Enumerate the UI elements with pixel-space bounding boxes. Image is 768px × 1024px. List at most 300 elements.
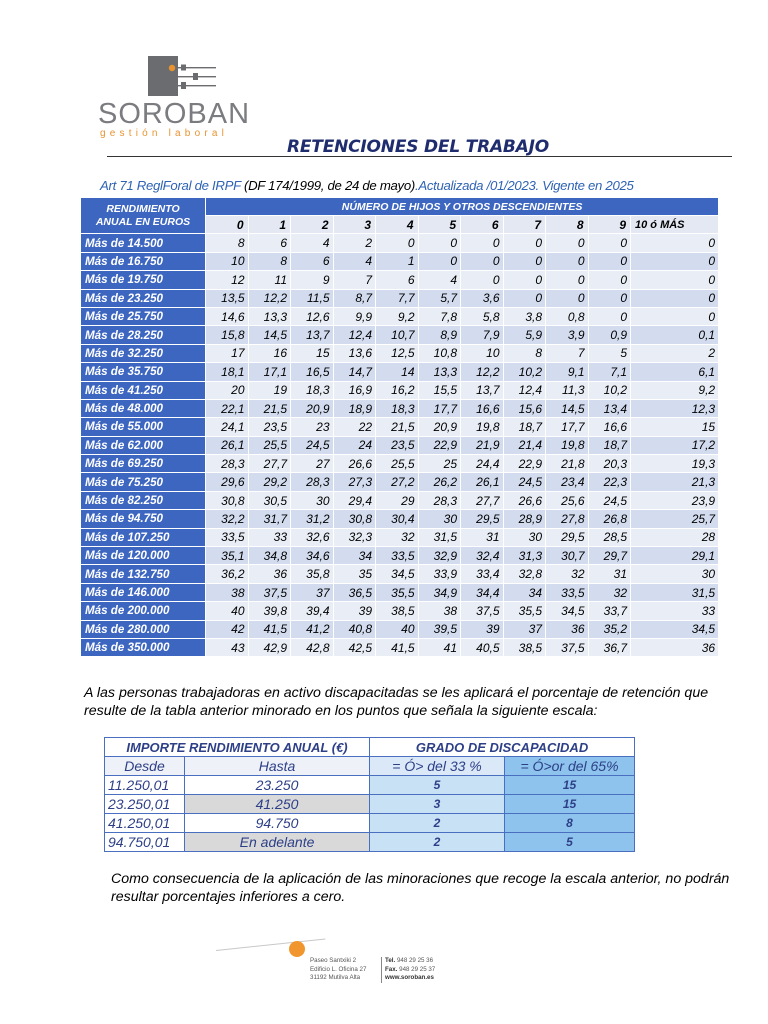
table-cell: 0 — [376, 234, 419, 252]
row-label: Más de 55.000 — [81, 418, 206, 436]
degree-33-header: = Ó> del 33 % — [370, 757, 505, 776]
note-paragraph: Como consecuencia de la aplicación de las minoraciones que recoge la escala anterior, no podrán resultar porcentajes inferiores a cero. — [111, 871, 730, 905]
table-cell: 22 — [333, 418, 376, 436]
corner-header: RENDIMIENTO ANUAL EN EUROS — [81, 198, 206, 234]
table-cell: 1 — [376, 252, 419, 270]
table-cell: 26,2 — [418, 473, 461, 491]
table-cell: 23,5 — [248, 418, 291, 436]
row-label: Más de 280.000 — [81, 620, 206, 638]
table-cell: 34,8 — [248, 547, 291, 565]
withholding-table — [80, 197, 719, 657]
row-label: Más de 200.000 — [81, 602, 206, 620]
table-cell: 13,5 — [206, 289, 249, 307]
table-cell: 11,3 — [546, 381, 589, 399]
table-cell: 28 — [631, 528, 719, 546]
table-cell: 43 — [206, 638, 249, 656]
table-cell: 41 — [418, 638, 461, 656]
table-cell: 31,3 — [503, 547, 546, 565]
table-cell: 8 — [248, 252, 291, 270]
income-header: IMPORTE RENDIMIENTO ANUAL (€) — [105, 738, 370, 757]
row-label: Más de 35.750 — [81, 363, 206, 381]
table-cell: 37,5 — [248, 583, 291, 601]
table-cell: 29,5 — [546, 528, 589, 546]
table-cell: 19,3 — [631, 455, 719, 473]
table-row — [81, 307, 719, 325]
table-cell: 21,8 — [546, 455, 589, 473]
from-cell: 23.250,01 — [105, 795, 185, 814]
table-row — [81, 399, 719, 417]
degree-65-cell: 8 — [505, 814, 635, 833]
table-cell: 14,7 — [333, 363, 376, 381]
table-cell: 33,5 — [376, 547, 419, 565]
table-cell: 25 — [418, 455, 461, 473]
disability-row — [105, 795, 635, 814]
table-cell: 21,3 — [631, 473, 719, 491]
table-cell: 41,2 — [291, 620, 334, 638]
table-cell: 26,1 — [206, 436, 249, 454]
table-cell: 0 — [418, 252, 461, 270]
table-cell: 0 — [631, 307, 719, 325]
row-label: Más de 350.000 — [81, 638, 206, 656]
table-cell: 29,7 — [588, 547, 631, 565]
table-cell: 4 — [418, 271, 461, 289]
table-cell: 12,3 — [631, 399, 719, 417]
table-cell: 35,8 — [291, 565, 334, 583]
disability-row — [105, 776, 635, 795]
table-cell: 13,3 — [418, 363, 461, 381]
row-label: Más de 41.250 — [81, 381, 206, 399]
table-cell: 9,2 — [376, 307, 419, 325]
table-cell: 6,1 — [631, 363, 719, 381]
table-cell: 28,9 — [503, 510, 546, 528]
table-cell: 4 — [291, 234, 334, 252]
table-cell: 35,1 — [206, 547, 249, 565]
table-cell: 0 — [503, 271, 546, 289]
table-cell: 33,7 — [588, 602, 631, 620]
table-cell: 36,5 — [333, 583, 376, 601]
table-cell: 20 — [206, 381, 249, 399]
table-cell: 24 — [333, 436, 376, 454]
table-cell: 18,7 — [588, 436, 631, 454]
table-cell: 10 — [206, 252, 249, 270]
table-cell: 37,5 — [461, 602, 504, 620]
disability-table — [104, 737, 635, 852]
row-label: Más de 28.250 — [81, 326, 206, 344]
column-header: 9 — [588, 216, 631, 234]
table-cell: 0 — [546, 234, 589, 252]
column-header: 10 ó MÁS — [631, 216, 719, 234]
table-cell: 10 — [461, 344, 504, 362]
address-line: Paseo Santxiki 2 — [310, 957, 357, 964]
row-label: Más de 82.250 — [81, 491, 206, 509]
table-row — [81, 455, 719, 473]
table-cell: 26,6 — [503, 491, 546, 509]
table-cell: 17,1 — [248, 363, 291, 381]
table-cell: 9,1 — [546, 363, 589, 381]
table-cell: 7 — [333, 271, 376, 289]
degree-33-cell: 3 — [370, 795, 505, 814]
table-cell: 0 — [588, 252, 631, 270]
table-cell: 19,8 — [461, 418, 504, 436]
address-line: 31192 Mutilva Alta — [310, 974, 361, 981]
table-cell: 34 — [333, 547, 376, 565]
footer-address — [310, 957, 366, 983]
table-cell: 7,8 — [418, 307, 461, 325]
column-header: 0 — [206, 216, 249, 234]
table-cell: 22,3 — [588, 473, 631, 491]
table-cell: 21,4 — [503, 436, 546, 454]
table-cell: 14,5 — [248, 326, 291, 344]
degree-33-cell: 2 — [370, 814, 505, 833]
table-cell: 15,6 — [503, 399, 546, 417]
to-cell: En adelante — [185, 833, 370, 852]
disability-row — [105, 833, 635, 852]
column-header: 2 — [291, 216, 334, 234]
table-cell: 32,8 — [503, 565, 546, 583]
table-cell: 31 — [461, 528, 504, 546]
table-cell: 0 — [631, 271, 719, 289]
table-cell: 36 — [248, 565, 291, 583]
table-cell: 32,3 — [333, 528, 376, 546]
table-cell: 14 — [376, 363, 419, 381]
table-cell: 13,4 — [588, 399, 631, 417]
table-cell: 8,9 — [418, 326, 461, 344]
table-cell: 30,7 — [546, 547, 589, 565]
table-cell: 22,9 — [503, 455, 546, 473]
table-cell: 19 — [248, 381, 291, 399]
column-header: 6 — [461, 216, 504, 234]
table-cell: 12,5 — [376, 344, 419, 362]
table-cell: 34,5 — [376, 565, 419, 583]
table-cell: 0 — [588, 271, 631, 289]
table-cell: 38 — [206, 583, 249, 601]
table-cell: 36,7 — [588, 638, 631, 656]
table-cell: 14,6 — [206, 307, 249, 325]
table-cell: 22,9 — [418, 436, 461, 454]
table-cell: 0 — [546, 289, 589, 307]
table-cell: 0,8 — [546, 307, 589, 325]
table-cell: 25,7 — [631, 510, 719, 528]
table-cell: 0 — [631, 252, 719, 270]
table-cell: 0 — [461, 234, 504, 252]
table-cell: 16,6 — [461, 399, 504, 417]
table-cell: 15,8 — [206, 326, 249, 344]
table-cell: 33 — [631, 602, 719, 620]
table-cell: 3,6 — [461, 289, 504, 307]
table-cell: 13,6 — [333, 344, 376, 362]
table-cell: 39 — [461, 620, 504, 638]
table-cell: 27,3 — [333, 473, 376, 491]
row-label: Más de 19.750 — [81, 271, 206, 289]
table-cell: 29 — [376, 491, 419, 509]
table-cell: 29,5 — [461, 510, 504, 528]
footer-fax — [385, 966, 435, 975]
row-label: Más de 25.750 — [81, 307, 206, 325]
fax-label: Fax. — [385, 965, 398, 973]
table-row — [81, 491, 719, 509]
table-cell: 34,5 — [631, 620, 719, 638]
table-cell: 14,5 — [546, 399, 589, 417]
table-cell: 34,5 — [546, 602, 589, 620]
table-row — [81, 381, 719, 399]
degree-33-cell: 5 — [370, 776, 505, 795]
table-cell: 23 — [291, 418, 334, 436]
table-cell: 7,7 — [376, 289, 419, 307]
table-cell: 15 — [631, 418, 719, 436]
table-cell: 8 — [206, 234, 249, 252]
to-cell: 23.250 — [185, 776, 370, 795]
table-cell: 34 — [503, 583, 546, 601]
table-cell: 29,6 — [206, 473, 249, 491]
table-row — [81, 528, 719, 546]
table-cell: 42,9 — [248, 638, 291, 656]
table-cell: 33,5 — [546, 583, 589, 601]
table-cell: 11,5 — [291, 289, 334, 307]
row-label: Más de 107.250 — [81, 528, 206, 546]
table-cell: 26,1 — [461, 473, 504, 491]
table-cell: 28,5 — [588, 528, 631, 546]
subtitle-law-reference: Art 71 ReglForal de IRPF — [100, 178, 241, 193]
table-cell: 6 — [291, 252, 334, 270]
table-cell: 24,1 — [206, 418, 249, 436]
table-cell: 24,5 — [291, 436, 334, 454]
table-cell: 42 — [206, 620, 249, 638]
table-body — [81, 234, 719, 657]
table-cell: 34,4 — [461, 583, 504, 601]
table-cell: 3,9 — [546, 326, 589, 344]
table-cell: 33 — [248, 528, 291, 546]
table-cell: 29,1 — [631, 547, 719, 565]
table-cell: 10,2 — [588, 381, 631, 399]
table-cell: 36,2 — [206, 565, 249, 583]
title-divider — [107, 156, 732, 157]
table-cell: 15 — [291, 344, 334, 362]
table-cell: 38,5 — [503, 638, 546, 656]
table-cell: 39,4 — [291, 602, 334, 620]
row-label: Más de 62.000 — [81, 436, 206, 454]
table-row — [81, 271, 719, 289]
table-cell: 12,2 — [461, 363, 504, 381]
table-cell: 4 — [333, 252, 376, 270]
row-label: Más de 69.250 — [81, 455, 206, 473]
group-header: NÚMERO DE HIJOS Y OTROS DESCENDIENTES — [206, 198, 719, 216]
table-cell: 28,3 — [291, 473, 334, 491]
table-row — [81, 510, 719, 528]
table-cell: 18,3 — [291, 381, 334, 399]
row-label: Más de 48.000 — [81, 399, 206, 417]
table-cell: 24,5 — [503, 473, 546, 491]
table-cell: 16,2 — [376, 381, 419, 399]
degree-65-cell: 15 — [505, 776, 635, 795]
table-cell: 36 — [631, 638, 719, 656]
footer-line — [216, 939, 326, 951]
table-cell: 30 — [291, 491, 334, 509]
table-cell: 0 — [631, 234, 719, 252]
column-header: 8 — [546, 216, 589, 234]
table-cell: 7,9 — [461, 326, 504, 344]
table-cell: 35,2 — [588, 620, 631, 638]
table-cell: 33,9 — [418, 565, 461, 583]
table-cell: 0 — [546, 271, 589, 289]
table-cell: 32 — [546, 565, 589, 583]
to-header: Hasta — [185, 757, 370, 776]
column-header: 3 — [333, 216, 376, 234]
disability-row — [105, 814, 635, 833]
tel-label: Tel. — [385, 957, 396, 964]
table-row — [81, 418, 719, 436]
table-cell: 38 — [418, 602, 461, 620]
table-cell: 0 — [631, 289, 719, 307]
from-cell: 11.250,01 — [105, 776, 185, 795]
disability-table-body — [105, 776, 635, 852]
table-cell: 5,8 — [461, 307, 504, 325]
subtitle — [100, 178, 634, 193]
table-cell: 19,8 — [546, 436, 589, 454]
table-cell: 42,5 — [333, 638, 376, 656]
table-cell: 0 — [461, 271, 504, 289]
table-cell: 40,8 — [333, 620, 376, 638]
table-cell: 15,5 — [418, 381, 461, 399]
table-row — [81, 620, 719, 638]
table-cell: 28,3 — [418, 491, 461, 509]
table-cell: 18,9 — [333, 399, 376, 417]
table-cell: 32 — [376, 528, 419, 546]
to-cell: 41.250 — [185, 795, 370, 814]
table-cell: 42,8 — [291, 638, 334, 656]
row-label: Más de 32.250 — [81, 344, 206, 362]
table-cell: 0 — [503, 252, 546, 270]
table-cell: 11 — [248, 271, 291, 289]
table-cell: 12 — [206, 271, 249, 289]
disability-paragraph: A las personas trabajadoras en activo discapacitadas se les aplicará el porcentaje de retención que resulte de la tabla anterior minorado en los puntos que señala la siguiente escala: — [84, 685, 709, 719]
table-cell: 3,8 — [503, 307, 546, 325]
table-cell: 6 — [248, 234, 291, 252]
table-cell: 30 — [631, 565, 719, 583]
table-cell: 30,8 — [333, 510, 376, 528]
table-cell: 36 — [546, 620, 589, 638]
table-cell: 35,5 — [376, 583, 419, 601]
table-cell: 40 — [376, 620, 419, 638]
column-header: 5 — [418, 216, 461, 234]
table-cell: 0,1 — [631, 326, 719, 344]
table-cell: 38,5 — [376, 602, 419, 620]
table-cell: 27,2 — [376, 473, 419, 491]
table-cell: 17 — [206, 344, 249, 362]
table-cell: 0 — [588, 289, 631, 307]
table-cell: 30 — [503, 528, 546, 546]
row-label: Más de 14.500 — [81, 234, 206, 252]
subtitle-decree: (DF 174/1999, de 24 de mayo) — [240, 178, 415, 193]
web-link[interactable]: www.soroban.es — [385, 974, 434, 981]
table-cell: 0 — [588, 234, 631, 252]
table-cell: 16,5 — [291, 363, 334, 381]
table-cell: 18,3 — [376, 399, 419, 417]
table-cell: 30,8 — [206, 491, 249, 509]
table-cell: 37 — [291, 583, 334, 601]
table-cell: 5 — [588, 344, 631, 362]
logo-wordmark: SOROBAN — [98, 98, 251, 130]
footer-web[interactable] — [385, 974, 435, 983]
table-cell: 23,9 — [631, 491, 719, 509]
table-row — [81, 547, 719, 565]
table-cell: 31,5 — [418, 528, 461, 546]
table-cell: 17,7 — [418, 399, 461, 417]
table-cell: 31,5 — [631, 583, 719, 601]
table-cell: 22,1 — [206, 399, 249, 417]
table-cell: 23,4 — [546, 473, 589, 491]
table-cell: 26,6 — [333, 455, 376, 473]
table-cell: 35 — [333, 565, 376, 583]
table-cell: 31 — [588, 565, 631, 583]
table-cell: 37,5 — [546, 638, 589, 656]
table-cell: 23,5 — [376, 436, 419, 454]
table-cell: 32 — [588, 583, 631, 601]
table-cell: 25,5 — [376, 455, 419, 473]
table-row — [81, 344, 719, 362]
table-cell: 17,7 — [546, 418, 589, 436]
fax-value: 948 29 25 37 — [399, 965, 436, 973]
table-cell: 28,3 — [206, 455, 249, 473]
table-cell: 39,5 — [418, 620, 461, 638]
row-label: Más de 23.250 — [81, 289, 206, 307]
footer — [216, 938, 456, 990]
subtitle-update-note: .Actualizada /01/2023. Vigente en 2025 — [414, 178, 634, 193]
table-cell: 7,1 — [588, 363, 631, 381]
table-cell: 33,4 — [461, 565, 504, 583]
row-label: Más de 146.000 — [81, 583, 206, 601]
column-header: 1 — [248, 216, 291, 234]
table-cell: 32,4 — [461, 547, 504, 565]
table-cell: 12,6 — [291, 307, 334, 325]
table-cell: 0 — [418, 234, 461, 252]
table-row — [81, 565, 719, 583]
table-cell: 27,7 — [461, 491, 504, 509]
table-cell: 5,7 — [418, 289, 461, 307]
table-row — [81, 363, 719, 381]
table-cell: 41,5 — [248, 620, 291, 638]
table-cell: 0 — [546, 252, 589, 270]
row-label: Más de 16.750 — [81, 252, 206, 270]
footer-tel — [385, 957, 435, 966]
table-cell: 10,7 — [376, 326, 419, 344]
table-cell: 0 — [503, 289, 546, 307]
table-cell: 0,9 — [588, 326, 631, 344]
table-cell: 27,7 — [248, 455, 291, 473]
table-cell: 18,1 — [206, 363, 249, 381]
table-cell: 20,3 — [588, 455, 631, 473]
from-cell: 41.250,01 — [105, 814, 185, 833]
footer-dot-icon — [289, 941, 305, 957]
to-cell: 94.750 — [185, 814, 370, 833]
table-cell: 2 — [333, 234, 376, 252]
table-cell: 9 — [291, 271, 334, 289]
table-cell: 27 — [291, 455, 334, 473]
table-cell: 39,8 — [248, 602, 291, 620]
table-cell: 9,9 — [333, 307, 376, 325]
soroban-logo — [98, 56, 268, 139]
table-cell: 0 — [588, 307, 631, 325]
table-cell: 2 — [631, 344, 719, 362]
table-cell: 31,2 — [291, 510, 334, 528]
from-header: Desde — [105, 757, 185, 776]
table-cell: 16 — [248, 344, 291, 362]
abacus-logo-icon — [148, 56, 216, 96]
table-cell: 30 — [418, 510, 461, 528]
table-row — [81, 583, 719, 601]
degree-65-cell: 15 — [505, 795, 635, 814]
table-cell: 27,8 — [546, 510, 589, 528]
table-cell: 21,5 — [248, 399, 291, 417]
